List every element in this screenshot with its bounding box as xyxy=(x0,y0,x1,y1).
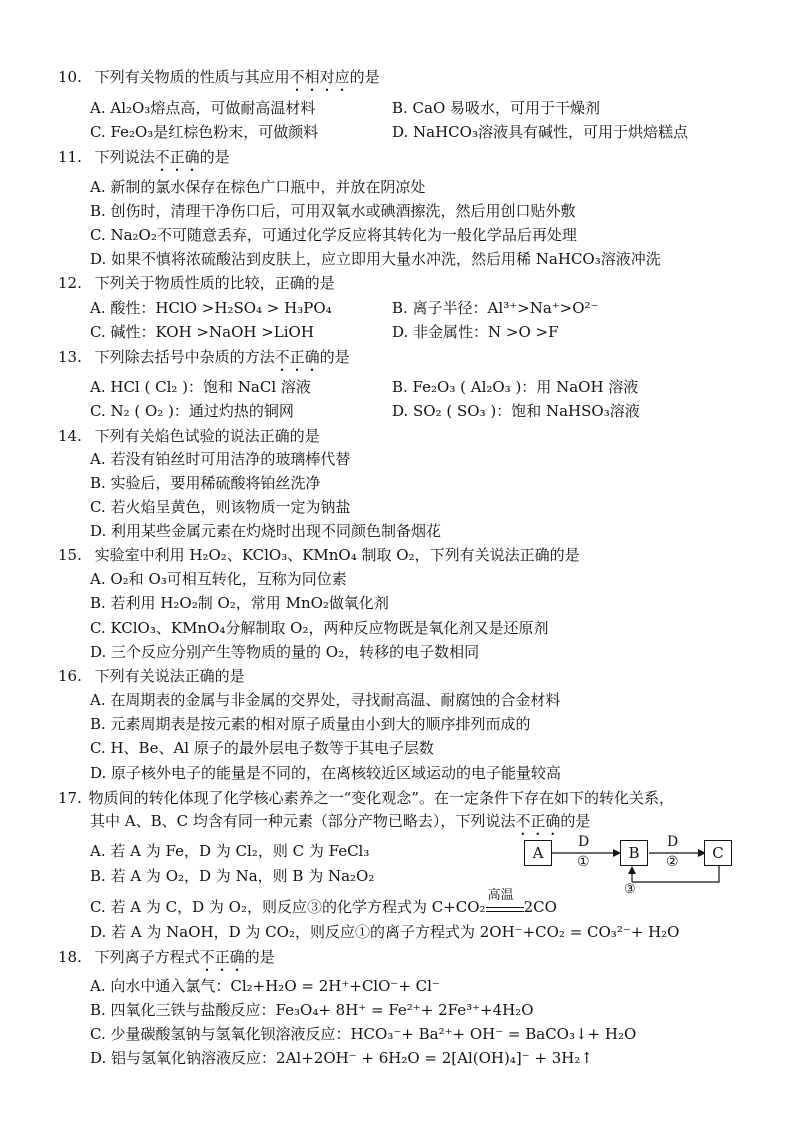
question-stem-emphasis: 不正确 xyxy=(199,948,245,966)
question-stem-emphasis: 不相对应 xyxy=(289,68,350,86)
question-stem-end: 的是 xyxy=(319,348,350,366)
question-stem-emphasis: 不正确 xyxy=(274,348,320,366)
question-number: 12. xyxy=(58,274,82,292)
option-c: C. Fe₂O₃是红棕色粉末，可做颜料 xyxy=(90,123,319,141)
option-a: A. 酸性：HClO >H₂SO₄ > H₃PO₄ xyxy=(90,299,332,317)
option-b: B. 若利用 H₂O₂制 O₂，常用 MnO₂做氧化剂 xyxy=(90,594,389,612)
question-stem: 实验室中利用 H₂O₂、KClO₃、KMnO₄ 制取 O₂，下列有关说法正确的是 xyxy=(94,546,580,564)
option-c: C. Na₂O₂不可随意丢弃，可通过化学反应将其转化为一般化学品后再处理 xyxy=(90,226,577,244)
option-d: D. 利用某些金属元素在灼烧时出现不同颜色制备烟花 xyxy=(90,522,442,540)
option-b: B. 若 A 为 O₂，D 为 Na，则 B 为 Na₂O₂ xyxy=(90,867,375,885)
option-b: B. 创伤时，清理干净伤口后，可用双氧水或碘酒擦洗，然后用创口贴外敷 xyxy=(90,202,576,220)
option-c: C. KClO₃、KMnO₄分解制取 O₂，两种反应物既是氧化剂又是还原剂 xyxy=(90,619,549,637)
question-14 xyxy=(58,425,758,446)
question-16 xyxy=(58,665,758,686)
question-stem-line2: 其中 A、B、C 均含有同一种元素（部分产物已略去），下列说法 xyxy=(90,812,516,830)
condition-label: 高温 xyxy=(487,888,514,903)
option-d: D. 铝与氢氧化钠溶液反应：2Al+2OH⁻ + 6H₂O = 2[Al(OH)₄]⁻ + 3H₂↑ xyxy=(90,1049,593,1067)
question-number: 10. xyxy=(58,68,82,86)
question-stem: 下列有关物质的性质与其应用 xyxy=(94,68,290,86)
option-c: C. 少量碳酸氢钠与氢氧化钡溶液反应：HCO₃⁻+ Ba²⁺+ OH⁻ = BaCO₃↓+ H₂O xyxy=(90,1025,637,1043)
option-a: A. 若没有铂丝时可用洁净的玻璃棒代替 xyxy=(90,450,351,468)
reagent-label-1: D xyxy=(578,834,590,850)
option-a: A. 向水中通入氯气：Cl₂+H₂O = 2H⁺+ClO⁻+ Cl⁻ xyxy=(90,977,440,995)
equals-sign xyxy=(486,907,524,912)
question-number: 13. xyxy=(58,348,82,366)
option-d: D. 三个反应分别产生等物质的量的 O₂，转移的电子数相同 xyxy=(90,643,480,661)
option-b: B. Fe₂O₃ ( Al₂O₃ )：用 NaOH 溶液 xyxy=(392,378,639,396)
question-15 xyxy=(58,544,758,565)
question-number: 15. xyxy=(58,546,82,564)
option-c: C. 若火焰呈黄色，则该物质一定为钠盐 xyxy=(90,498,351,516)
option-a: A. O₂和 O₃可相互转化，互称为同位素 xyxy=(90,570,347,588)
option-c: C. N₂ ( O₂ )：通过灼热的铜网 xyxy=(90,402,294,420)
reaction-condition xyxy=(486,888,524,912)
question-stem-end: 的是 xyxy=(349,68,380,86)
question-18 xyxy=(58,946,758,975)
option-b: B. 实验后，要用稀硫酸将铂丝洗净 xyxy=(90,474,321,492)
option-a: A. HCl ( Cl₂ )：饱和 NaCl 溶液 xyxy=(90,378,311,396)
option-a: A. 若 A 为 Fe，D 为 Cl₂，则 C 为 FeCl₃ xyxy=(90,842,370,860)
question-number: 18. xyxy=(58,948,82,966)
option-c-text: C. 若 A 为 C，D 为 O₂，则反应③的化学方程式为 C+CO₂ xyxy=(90,898,486,916)
option-c-product: 2CO xyxy=(523,898,557,916)
reagent-label-2: D xyxy=(667,834,679,850)
reaction-2-label: ② xyxy=(666,854,679,870)
question-stem: 下列说法 xyxy=(94,148,155,166)
box-c: C xyxy=(704,840,732,866)
question-17 xyxy=(58,787,758,808)
question-13 xyxy=(58,346,758,375)
question-12 xyxy=(58,272,758,293)
question-stem-end: 的是 xyxy=(199,148,230,166)
question-number: 17. xyxy=(58,789,82,807)
question-10 xyxy=(58,66,758,95)
question-stem: 下列离子方程式 xyxy=(94,948,200,966)
option-a: A. 在周期表的金属与非金属的交界处，寻找耐高温、耐腐蚀的合金材料 xyxy=(90,691,561,709)
option-d: D. 若 A 为 NaOH，D 为 CO₂，则反应①的离子方程式为 2OH⁻+CO₂ = CO₃²⁻+ H₂O xyxy=(90,923,680,941)
option-d: D. 原子核外电子的能量是不同的，在离核较近区域运动的电子能量较高 xyxy=(90,764,562,782)
option-b: B. 离子半径：Al³⁺>Na⁺>O²⁻ xyxy=(392,299,599,317)
question-stem-emphasis: 不正确 xyxy=(515,812,561,830)
question-number: 14. xyxy=(58,427,82,445)
option-a: A. Al₂O₃熔点高，可做耐高温材料 xyxy=(90,99,316,117)
option-d: D. SO₂ ( SO₃ )：饱和 NaHSO₃溶液 xyxy=(392,402,640,420)
reaction-3-label: ③ xyxy=(624,882,636,897)
question-stem: 下列有关焰色试验的说法正确的是 xyxy=(94,427,320,445)
option-b: B. 元素周期表是按元素的相对原子质量由小到大的顺序排列而成的 xyxy=(90,715,531,733)
option-a: A. 新制的氯水保存在棕色广口瓶中，并放在阴凉处 xyxy=(90,178,426,196)
question-stem: 物质间的转化体现了化学核心素养之一“变化观念”。在一定条件下存在如下的转化关系， xyxy=(88,789,674,807)
box-b: B xyxy=(620,840,648,866)
option-b: B. 四氧化三铁与盐酸反应：Fe₃O₄+ 8H⁺ = Fe²⁺+ 2Fe³⁺+4H₂O xyxy=(90,1001,534,1019)
transformation-diagram xyxy=(522,832,732,897)
option-c: C. 碱性：KOH >NaOH >LiOH xyxy=(90,323,314,341)
box-a: A xyxy=(524,840,552,866)
question-11 xyxy=(58,146,758,175)
question-stem-end: 的是 xyxy=(560,812,591,830)
option-d: D. 非金属性：N >O >F xyxy=(392,323,559,341)
reaction-1-label: ① xyxy=(577,854,590,870)
option-d: D. NaHCO₃溶液具有碱性，可用于烘焙糕点 xyxy=(392,123,688,141)
question-number: 16. xyxy=(58,667,82,685)
question-number: 11. xyxy=(58,148,82,166)
question-stem: 下列关于物质性质的比较，正确的是 xyxy=(94,274,335,292)
option-b: B. CaO 易吸水，可用于干燥剂 xyxy=(392,99,601,117)
question-stem: 下列有关说法正确的是 xyxy=(94,667,245,685)
option-d: D. 如果不慎将浓硫酸沾到皮肤上，应立即用大量水冲洗，然后用稀 NaHCO₃溶液冲洗 xyxy=(90,250,661,268)
question-stem: 下列除去括号中杂质的方法 xyxy=(94,348,275,366)
option-c: C. H、Be、Al 原子的最外层电子数等于其电子层数 xyxy=(90,739,434,757)
question-stem-emphasis: 不正确 xyxy=(154,148,200,166)
question-stem-end: 的是 xyxy=(244,948,275,966)
option-c xyxy=(90,888,557,917)
